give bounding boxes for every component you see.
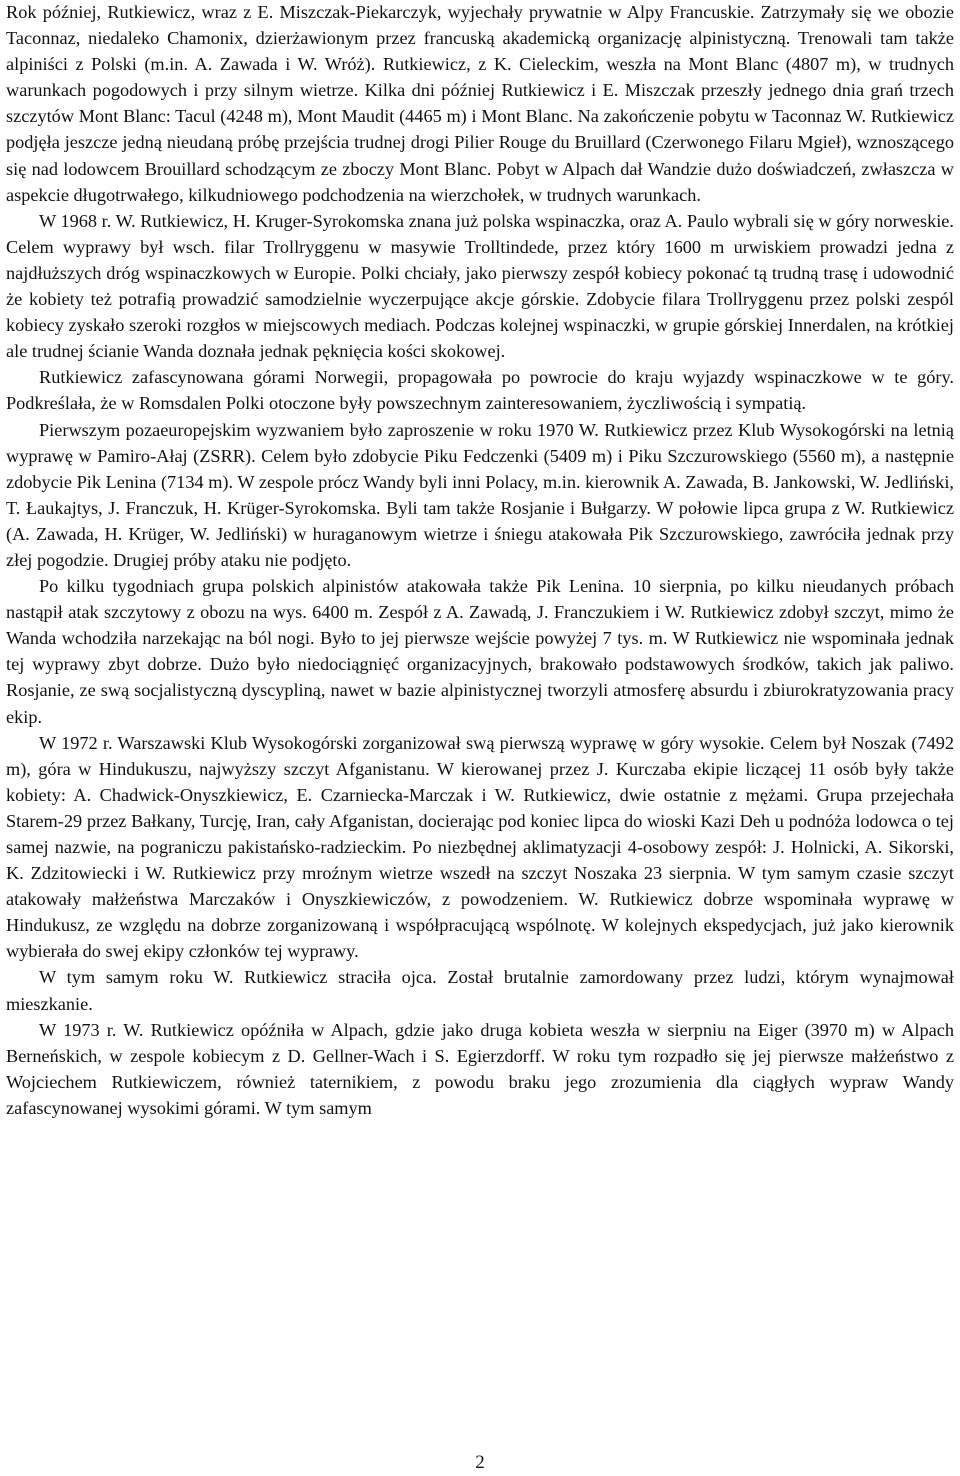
page-number: 2 xyxy=(475,1452,485,1473)
document-page xyxy=(6,0,954,1121)
paragraph-norway-propaganda: Rutkiewicz zafascynowana górami Norwegii, propagowała po powrocie do kraju wyjazdy wspinaczkowe w te góry. Podkreślała, że w Romsdalen Polki otoczone były powszechnym zainteresowaniem, życzliwością i sympatią. xyxy=(6,367,954,414)
paragraph-father-death: W tym samym roku W. Rutkiewicz straciła ojca. Został brutalnie zamordowany przez ludzi, którym wynajmował mieszkanie. xyxy=(6,967,954,1014)
paragraph-noszak-1972: W 1972 r. Warszawski Klub Wysokogórski zorganizował swą pierwszą wyprawę w góry wysokie. Celem był Noszak (7492 m), góra w Hindukuszu, najwyższy szczyt Afganistanu. W kierowanej przez J. Kurczaba ekipie liczącej 11 osób były także kobiety: A. Chadwick-Onyszkiewicz, E. Czarniecka-Marczak i W. Rutkiewicz, dwie ostatnie z mężami. Grupa przejechała Starem-29 przez Bałkany, Turcję, Iran, cały Afganistan, docierając pod koniec lipca do wioski Kazi Deh u podnóża lodowca o tej samej nazwie, na pograniczu pakistańsko-radzieckim. Po niezbędnej aklimatyzacji 4-osobowy zespół: J. Holnicki, A. Sikorski, K. Zdzitowiecki i W. Rutkiewicz przy mroźnym wietrze wszedł na szczyt Noszaka 23 sierpnia. W tym samym czasie szczyt atakowały małżeństwa Marczaków i Onyszkiewiczów, z powodzeniem. W. Rutkiewicz dobrze wspominała wyprawę w Hindukusz, ze względu na dobrze zorganizowaną i współpracującą wspólnotę. W kolejnych ekspedycjach, już jako kierownik wybierała do swej ekipy członków tej wyprawy. xyxy=(6,732,954,962)
paragraph-alps-1967: Rok później, Rutkiewicz, wraz z E. Miszczak-Piekarczyk, wyjechały prywatnie w Alpy Francuskie. Zatrzymały się we obozie Taconnaz, niedaleko Chamonix, dzierżawionym przez francuską akademicką organizację alpinistyczną. Trenowali tam także alpiniści z Polski (m.in. A. Zawada i W. Wróż). Rutkiewicz, z K. Cieleckim, weszła na Mont Blanc (4807 m), w trudnych warunkach pogodowych i przy silnym wietrze. Kilka dni później Rutkiewicz i E. Miszczak przeszły jednego dnia grań trzech szczytów Mont Blanc: Tacul (4248 m), Mont Maudit (4465 m) i Mont Blanc. Na zakończenie pobytu w Taconnaz W. Rutkiewicz podjęła jeszcze jedną nieudaną próbę przejścia trudnej drogi Pilier Rouge du Bruillard (Czerwonego Filaru Mgieł), wznoszącego się nad lodowcem Brouillard schodzącym ze zboczy Mont Blanc. Pobyt w Alpach dał Wandzie dużo doświadczeń, zwłaszcza w aspekcie długotrwałego, kilkudniowego podchodzenia na wierzchołek, w trudnych warunkach. xyxy=(6,2,954,205)
paragraph-norway-1968: W 1968 r. W. Rutkiewicz, H. Kruger-Syrokomska znana już polska wspinaczka, oraz A. Paulo wybrali się w góry norweskie. Celem wyprawy był wsch. filar Trollryggenu w masywie Trolltindede, przez który 1600 m urwiskiem prowadzi jedna z najdłuższych dróg wspinaczkowych w Europie. Polki chciały, jako pierwszy zespół kobiecy pokonać tą trudną trasę i udowodnić że kobiety też potrafią prowadzić samodzielnie wyczerpujące akcje górskie. Zdobycie filara Trollryggenu przez polski zespól kobiecy zyskało szeroki rozgłos w miejscowych mediach. Podczas kolejnej wspinaczki, w grupie górskiej Innerdalen, na krótkiej ale trudnej ścianie Wanda doznała jednak pęknięcia kości skokowej. xyxy=(6,210,954,362)
paragraph-eiger-1973: W 1973 r. W. Rutkiewicz opóźniła w Alpach, gdzie jako druga kobieta weszła w sierpniu na Eiger (3970 m) w Alpach Berneńskich, w zespole kobiecym z D. Gellner-Wach i S. Egierzdorff. W roku tym rozpadło się jej pierwsze małżeństwo z Wojciechem Rutkiewiczem, również taternikiem, z powodu braku jego zrozumienia dla ciągłych wypraw Wandy zafascynowanej wysokimi górami. W tym samym xyxy=(6,1019,954,1118)
paragraph-pamir-1970: Pierwszym pozaeuropejskim wyzwaniem było zaproszenie w roku 1970 W. Rutkiewicz przez Klub Wysokogórski na letnią wyprawę w Pamiro-Ałaj (ZSRR). Celem było zdobycie Piku Fedczenki (5409 m) i Piku Szczurowskiego (5560 m), a następnie zdobycie Pik Lenina (7134 m). W zespole prócz Wandy byli inni Polacy, m.in. kierownik A. Zawada, B. Jankowski, W. Jedliński, T. Łaukajtys, J. Franczuk, H. Krüger-Syrokomska. Byli tam także Rosjanie i Bułgarzy. W połowie lipca grupa z W. Rutkiewicz (A. Zawada, H. Krüger, W. Jedliński) w huraganowym wietrze i śniegu atakowała Pik Szczurowskiego, zawróciła jednak przy złej pogodzie. Drugiej próby ataku nie podjęto. xyxy=(6,419,954,570)
paragraph-pik-lenina: Po kilku tygodniach grupa polskich alpinistów atakowała także Pik Lenina. 10 sierpnia, po kilku nieudanych próbach nastąpił atak szczytowy z obozu na wys. 6400 m. Zespół z A. Zawadą, J. Franczukiem i W. Rutkiewicz zdobył szczyt, mimo że Wanda wchodziła narzekając na ból nogi. Było to jej pierwsze wejście powyżej 7 tys. m. W Rutkiewicz nie wspominała jednak tej wyprawy zbyt dobrze. Dużo było niedociągnięć organizacyjnych, brakowało podstawowych środków, takich jak paliwo. Rosjanie, ze swą socjalistyczną dyscypliną, nawet w bazie alpinistycznej tworzyli atmosferę absurdu i zbiurokratyzowania pracy ekip. xyxy=(6,576,954,727)
